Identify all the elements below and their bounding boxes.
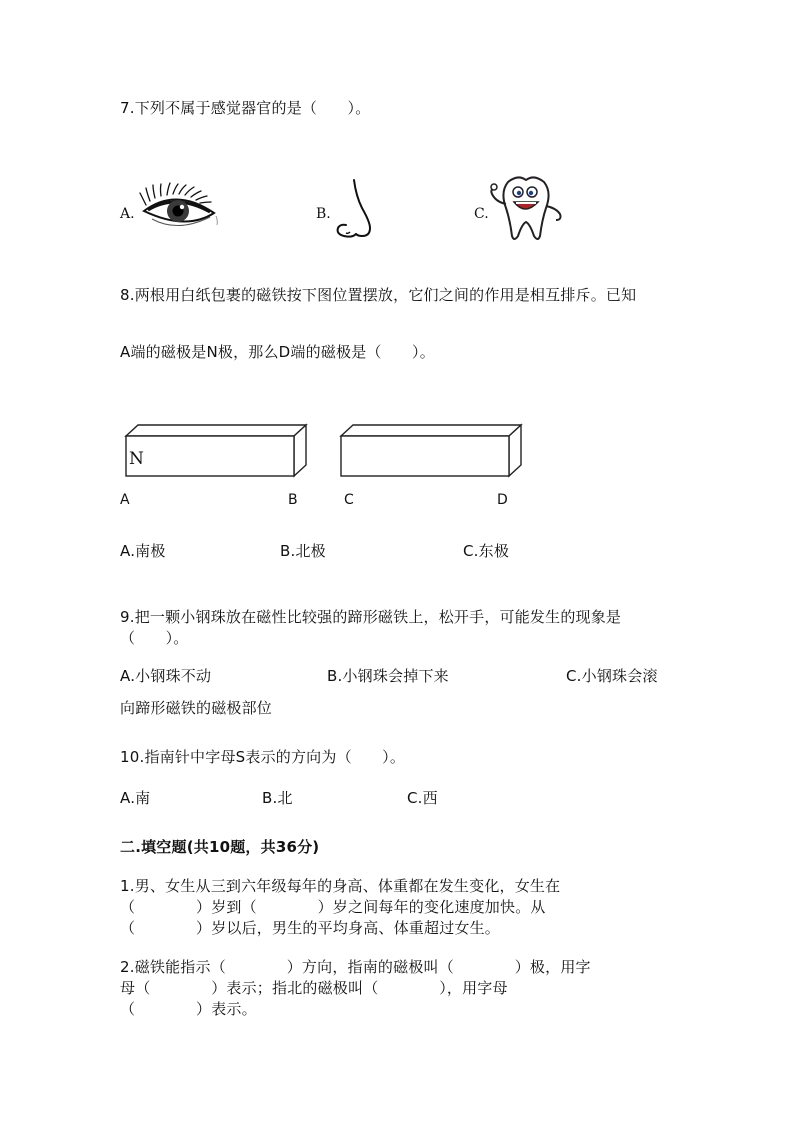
nose-image <box>330 178 378 242</box>
q9-option-c-continued: 向蹄形磁铁的磁极部位 <box>120 699 273 717</box>
magnet-left-figure <box>124 424 308 478</box>
f2-line1: 2.磁铁能指示（ ）方向，指南的磁极叫（ ）极，用字 <box>120 958 591 976</box>
magnet-end-b: B <box>288 492 298 508</box>
q8-option-c: C.东极 <box>463 542 510 560</box>
q8-stem-line2: A端的磁极是N极，那么D端的磁极是（ ）。 <box>120 343 435 361</box>
magnet-end-c: C <box>344 492 354 508</box>
q9-stem-line1: 9.把一颗小钢珠放在磁性比较强的蹄形磁铁上，松开手，可能发生的现象是 <box>120 608 622 626</box>
q10-stem: 10.指南针中字母S表示的方向为（ ）。 <box>120 748 406 766</box>
f1-line2: （ ）岁到（ ）岁之间每年的变化速度加快。从 <box>120 898 546 916</box>
section2-heading: 二.填空题(共10题，共36分) <box>120 838 320 856</box>
q10-option-c: C.西 <box>407 789 438 807</box>
q8-stem-line1: 8.两根用白纸包裹的磁铁按下图位置摆放，它们之间的作用是相互排斥。已知 <box>120 286 637 304</box>
q9-stem-line2: （ ）。 <box>120 629 189 647</box>
q7-stem: 7.下列不属于感觉器官的是（ ）。 <box>120 99 371 117</box>
q9-option-a: A.小钢珠不动 <box>120 667 212 685</box>
tooth-image <box>488 174 564 246</box>
q8-option-a: A.南极 <box>120 542 166 560</box>
q7-option-b-label: B. <box>316 206 331 222</box>
q7-option-c-label: C. <box>474 206 489 222</box>
f1-line3: （ ）岁以后，男生的平均身高、体重超过女生。 <box>120 919 501 937</box>
eye-image <box>138 183 224 233</box>
f2-line2: 母（ ）表示；指北的磁极叫（ ），用字母 <box>120 979 508 997</box>
q10-option-b: B.北 <box>262 789 293 807</box>
q8-option-b: B.北极 <box>280 542 326 560</box>
magnet-right-figure <box>339 424 523 478</box>
f2-line3: （ ）表示。 <box>120 1000 257 1018</box>
q10-option-a: A.南 <box>120 789 151 807</box>
q9-option-c: C.小钢珠会滚 <box>566 667 658 685</box>
magnet-end-d: D <box>497 492 508 508</box>
magnet-n-label: N <box>129 449 144 469</box>
q7-option-a-label: A. <box>120 206 135 222</box>
q9-option-b: B.小钢珠会掉下来 <box>327 667 449 685</box>
magnet-end-a: A <box>120 492 130 508</box>
f1-line1: 1.男、女生从三到六年级每年的身高、体重都在发生变化，女生在 <box>120 877 561 895</box>
